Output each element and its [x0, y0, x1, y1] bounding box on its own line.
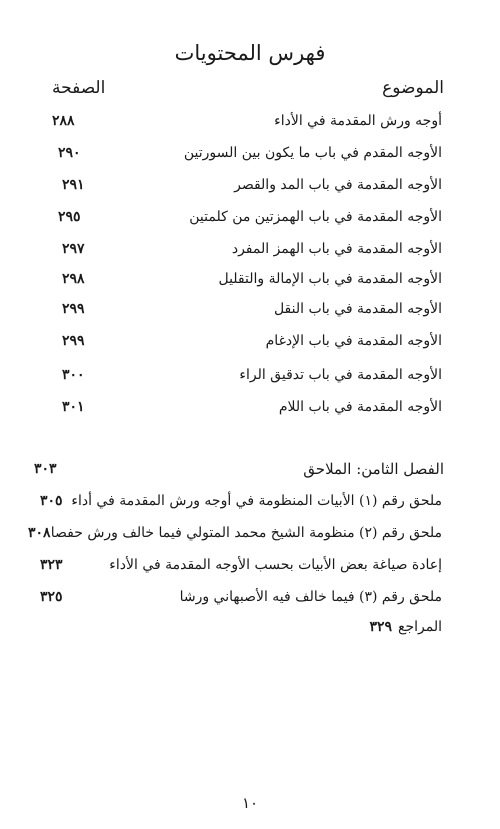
toc-entry[interactable] [0, 396, 500, 418]
entry-page: ٢٩٩ [62, 301, 85, 317]
toc-entry[interactable] [0, 206, 500, 228]
appendix-title: إعادة صياغة بعض الأبيات بحسب الأوجه المقدمة في الأداء [109, 557, 442, 573]
entry-title: الأوجه المقدم في باب ما يكون بين السورتين [183, 145, 442, 161]
entry-title: الأوجه المقدمة في باب الإمالة والتقليل [218, 271, 442, 287]
section-entry[interactable] [0, 458, 500, 480]
entry-page: ٢٩٨ [62, 271, 85, 287]
toc-entry[interactable] [0, 110, 500, 132]
entry-page: ٢٨٨ [52, 113, 75, 129]
toc-entry[interactable] [0, 174, 500, 196]
entry-page: ٣٠١ [62, 399, 85, 415]
entry-title: الأوجه المقدمة في باب تدقيق الراء [239, 367, 442, 383]
topic-column-header: الموضوع [382, 78, 444, 98]
appendix-page: ٣٢٥ [40, 589, 63, 605]
entry-title: أوجه ورش المقدمة في الأداء [274, 113, 442, 129]
toc-entry[interactable] [0, 142, 500, 164]
entry-title: الأوجه المقدمة في باب اللام [278, 399, 442, 415]
entry-title: الأوجه المقدمة في باب النقل [273, 301, 442, 317]
page-number: ١٠ [241, 794, 259, 812]
page-title: فهرس المحتويات [174, 41, 326, 65]
entry-page: ٢٩٥ [58, 209, 81, 225]
appendix-title: ملحق رقم (١) الأبيات المنظومة في أوجه ورش المقدمة في أداء [71, 493, 442, 509]
entry-page: ٢٩٠ [58, 145, 81, 161]
entry-title: الأوجه المقدمة في باب الهمزتين من كلمتين [189, 209, 442, 225]
appendix-page: ٣٠٨ [28, 525, 51, 541]
entry-title: الأوجه المقدمة في باب المد والقصر [234, 177, 442, 193]
appendix-title: ملحق رقم (٣) فيما خالف فيه الأصبهاني ورشا [179, 589, 442, 605]
toc-entry[interactable] [0, 268, 500, 290]
toc-entry[interactable] [0, 330, 500, 352]
entry-title: الأوجه المقدمة في باب الهمز المفرد [231, 241, 442, 257]
appendix-entry[interactable] [0, 490, 500, 512]
appendix-page: ٣٢٣ [40, 557, 63, 573]
entry-page: ٢٩٩ [62, 333, 85, 349]
appendix-entry[interactable] [0, 554, 500, 576]
entry-page: ٢٩٧ [62, 241, 85, 257]
appendix-entry[interactable] [0, 522, 500, 544]
toc-entry[interactable] [0, 298, 500, 320]
entry-page: ٣٠٠ [62, 367, 85, 383]
section-page: ٣٠٣ [34, 461, 57, 477]
page-column-header: الصفحة [52, 78, 106, 98]
entry-title: الأوجه المقدمة في باب الإدغام [265, 333, 442, 349]
appendix-entry[interactable] [0, 586, 500, 608]
references-entry[interactable] [0, 616, 500, 638]
appendix-title: ملحق رقم (٢) منظومة الشيخ محمد المتولي فيما خالف ورش حفصا [50, 525, 442, 541]
toc-entry[interactable] [0, 364, 500, 386]
references-title: المراجع [398, 619, 442, 635]
appendix-page: ٣٠٥ [40, 493, 63, 509]
entry-page: ٢٩١ [62, 177, 85, 193]
references-page: ٣٢٩ [369, 619, 393, 635]
toc-entry[interactable] [0, 238, 500, 260]
section-title: الفصل الثامن: الملاحق [303, 460, 444, 478]
